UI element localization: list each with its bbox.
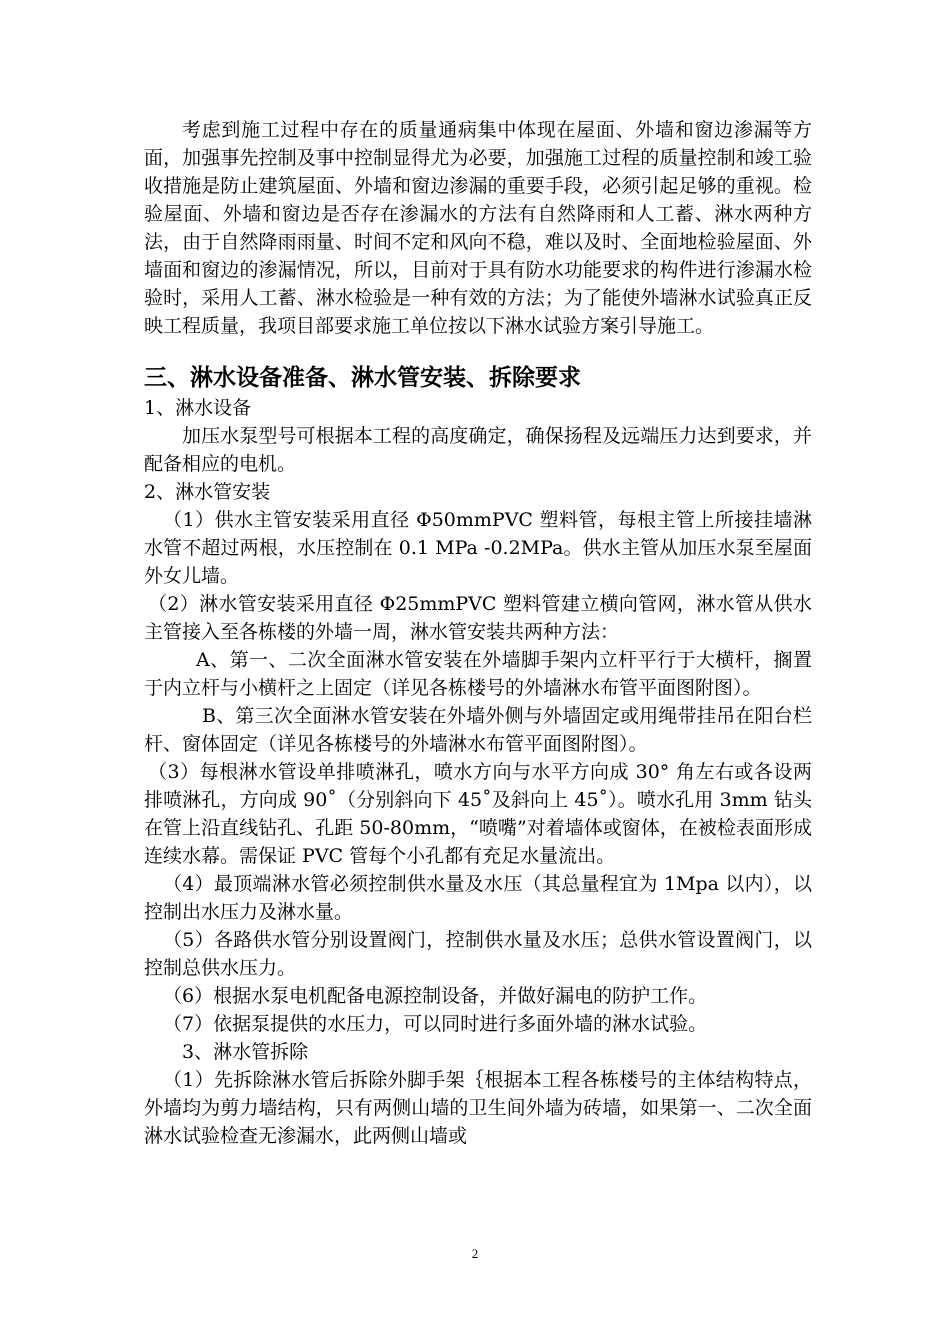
section-heading: 三、淋水设备准备、淋水管安装、拆除要求 [144,365,581,391]
subsection-title-removal: 3、淋水管拆除 [182,1041,309,1063]
page-number: 2 [471,1246,479,1261]
installation-item-5: （5）各路供水管分别设置阀门，控制供水量及水压；总供水管设置阀门，以控制总供水压力。 [144,929,812,979]
intro-paragraph: 考虑到施工过程中存在的质量通病集中体现在屋面、外墙和窗边渗漏等方面，加强事先控制及事中控制显得尤为必要，加强施工过程的质量控制和竣工验收措施是防止建筑屋面、外墙和窗边渗漏的重要手段，必须引起足够的重视。检验屋面、外墙和窗边是否存在渗漏水的方法有自然降雨和人工蓄、淋水两种方法，由于自然降雨雨量、时间不定和风向不稳，难以及时、全面地检验屋面、外墙面和窗边的渗漏情况，所以，目前对于具有防水功能要求的构件进行渗漏水检验时，采用人工蓄、淋水检验是一种有效的方法；为了能使外墙淋水试验真正反映工程质量，我项目部要求施工单位按以下淋水试验方案引导施工。 [144,119,812,337]
page-content [144,116,812,1150]
installation-method-b: B、第三次全面淋水管安装在外墙外侧与外墙固定或用绳带挂吊在阳台栏杆、窗体固定（详见各栋楼号的外墙淋水布管平面图附图）。 [144,705,812,755]
removal-item-1: （1）先拆除淋水管后拆除外脚手架｛根据本工程各栋楼号的主体结构特点，外墙均为剪力墙结构，只有两侧山墙的卫生间外墙为砖墙，如果第一、二次全面淋水试验检查无渗漏水，此两侧山墙或 [144,1069,812,1147]
installation-item-3: （3）每根淋水管设单排喷淋孔，喷水方向与水平方向成 30° 角左右或各设两排喷淋孔，方向成 90˚（分别斜向下 45˚及斜向上 45˚）。喷水孔用 3mm 钻头在管上沿直线钻孔、孔距 50-80mm，“喷嘴”对着墙体或窗体，在被检表面形成连续水幕。需保证 PVC 管每个小孔都有充足水量流出。 [144,761,812,867]
installation-item-2: （2）淋水管安装采用直径 Φ25mmPVC 塑料管建立横向管网，淋水管从供水主管接入至各栋楼的外墙一周，淋水管安装共两种方法： [144,593,812,643]
subsection-title-equipment: 1、淋水设备 [144,397,252,419]
installation-method-a: A、第一、二次全面淋水管安装在外墙脚手架内立杆平行于大横杆，搁置于内立杆与小横杆之上固定（详见各栋楼号的外墙淋水布管平面图附图）。 [144,649,812,699]
equipment-paragraph: 加压水泵型号可根据本工程的高度确定，确保扬程及远端压力达到要求，并配备相应的电机。 [144,425,812,475]
installation-item-4: （4）最顶端淋水管必须控制供水量及水压（其总量程宜为 1Mpa 以内），以控制出水压力及淋水量。 [144,873,812,923]
installation-item-6: （6）根据水泵电机配备电源控制设备，并做好漏电的防护工作。 [163,985,708,1007]
installation-item-7: （7）依据泵提供的水压力，可以同时进行多面外墙的淋水试验。 [163,1013,708,1035]
subsection-title-installation: 2、淋水管安装 [144,481,271,503]
installation-item-1: （1）供水主管安装采用直径 Φ50mmPVC 塑料管，每根主管上所接挂墙淋水管不超过两根，水压控制在 0.1 MPa -0.2MPa。供水主管从加压水泵至屋面外女儿墙。 [144,509,812,587]
